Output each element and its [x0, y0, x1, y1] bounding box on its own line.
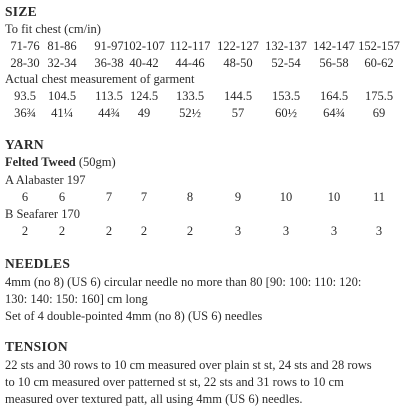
yarn-heading: YARN [5, 137, 44, 152]
actual-cm-cell: 164.5 [319, 89, 349, 103]
to-fit-cm-cell: 91-97 [94, 39, 124, 53]
actual-in-cell: 49 [137, 106, 151, 120]
needles-line-3: Set of 4 double-pointed 4mm (no 8) (US 6) needles [5, 309, 263, 323]
to-fit-in-cell: 28-30 [10, 56, 40, 70]
actual-cm-cell: 175.5 [364, 89, 394, 103]
actual-in-cell: 44¾ [98, 106, 120, 120]
actual-cm-cell: 144.5 [223, 89, 253, 103]
actual-in-cell: 36¾ [14, 106, 36, 120]
tension-heading: TENSION [5, 339, 68, 354]
actual-cm-cell: 113.5 [95, 89, 123, 103]
size-heading: SIZE [5, 4, 37, 19]
actual-cm-cell: 153.5 [271, 89, 301, 103]
to-fit-cm-cell: 132-137 [265, 39, 307, 53]
to-fit-in-cell: 36-38 [94, 56, 124, 70]
to-fit-in-cell: 32-34 [47, 56, 77, 70]
actual-in-cell: 57 [231, 106, 245, 120]
shade-a-count: 6 [58, 190, 66, 204]
to-fit-cm-cell: 142-147 [313, 39, 355, 53]
shade-b-count: 2 [186, 224, 194, 238]
tension-line-1: 22 sts and 30 rows to 10 cm measured over plain st st, 24 sts and 28 rows [5, 358, 372, 372]
shade-a-count: 10 [279, 190, 293, 204]
to-fit-cm-cell: 102-107 [123, 39, 165, 53]
shade-b-count: 3 [234, 224, 242, 238]
shade-a-count: 7 [105, 190, 113, 204]
actual-cm-cell: 93.5 [14, 89, 36, 103]
actual-cm-cell: 124.5 [129, 89, 159, 103]
to-fit-cm-cell: 71-76 [10, 39, 40, 53]
shade-b-label: B Seafarer 170 [5, 207, 80, 221]
shade-a-count: 8 [186, 190, 194, 204]
shade-a-count: 10 [327, 190, 341, 204]
needles-heading: NEEDLES [5, 256, 71, 271]
to-fit-in-cell: 48-50 [223, 56, 253, 70]
tension-line-3: measured over textured patt, all using 4mm (US 6) needles. [5, 392, 303, 406]
shade-b-count: 2 [140, 224, 148, 238]
needles-line-1: 4mm (no 8) (US 6) circular needle no more than 80 [90: 100: 110: 120: [5, 275, 362, 289]
shade-a-count: 7 [140, 190, 148, 204]
to-fit-in-cell: 56-58 [319, 56, 349, 70]
actual-in-cell: 52½ [179, 106, 201, 120]
shade-a-label: A Alabaster 197 [5, 173, 86, 187]
to-fit-cm-cell: 122-127 [217, 39, 259, 53]
to-fit-cm-cell: 112-117 [169, 39, 211, 53]
yarn-name: Felted Tweed [5, 155, 76, 169]
shade-a-count: 9 [234, 190, 242, 204]
needles-line-2: 130: 140: 150: 160] cm long [5, 292, 148, 306]
to-fit-in-cell: 44-46 [175, 56, 205, 70]
to-fit-in-cell: 52-54 [271, 56, 301, 70]
to-fit-in-cell: 60-62 [364, 56, 394, 70]
shade-b-count: 3 [282, 224, 290, 238]
to-fit-cm-cell: 81-86 [47, 39, 77, 53]
yarn-weight: (50gm) [78, 155, 116, 169]
actual-in-cell: 60½ [275, 106, 297, 120]
shade-b-count: 3 [375, 224, 383, 238]
to-fit-cm-cell: 152-157 [358, 39, 400, 53]
actual-cm-cell: 133.5 [175, 89, 205, 103]
shade-a-count: 6 [21, 190, 29, 204]
shade-b-count: 2 [58, 224, 66, 238]
actual-in-cell: 64¾ [323, 106, 345, 120]
to-fit-in-cell: 40-42 [129, 56, 159, 70]
actual-in-cell: 41¼ [51, 106, 73, 120]
shade-b-count: 2 [21, 224, 29, 238]
tension-line-2: to 10 cm measured over patterned st st, 22 sts and 31 rows to 10 cm [5, 375, 344, 389]
actual-in-cell: 69 [372, 106, 386, 120]
to-fit-label: To fit chest (cm/in) [5, 22, 101, 36]
shade-b-count: 3 [330, 224, 338, 238]
actual-measurement-label: Actual chest measurement of garment [5, 72, 195, 86]
yarn-title [5, 155, 116, 169]
shade-b-count: 2 [105, 224, 113, 238]
shade-a-count: 11 [372, 190, 386, 204]
actual-cm-cell: 104.5 [47, 89, 77, 103]
